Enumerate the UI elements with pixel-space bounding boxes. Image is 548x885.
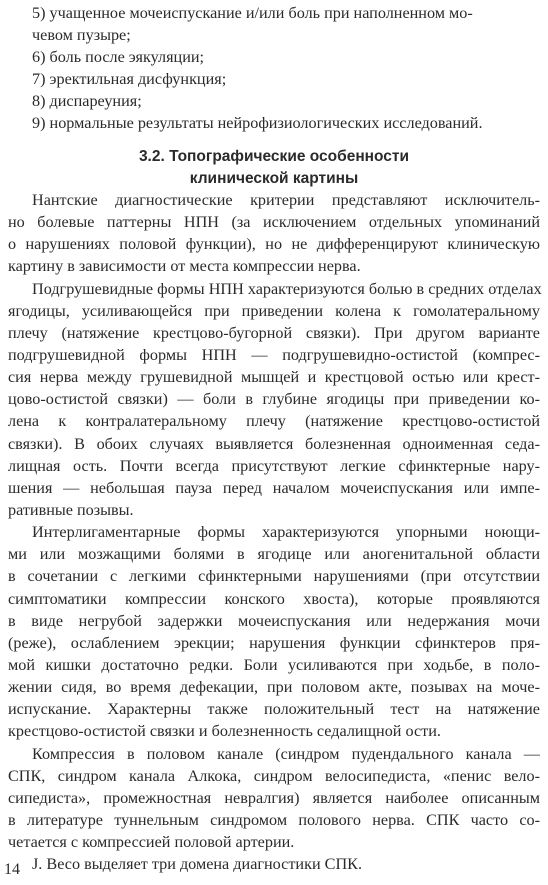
text-line: но болевые паттерны НПН (за исключением отдельных упоминаний xyxy=(8,213,540,232)
list-item: 6) боль после эякуляции; xyxy=(32,48,205,66)
text-line: J. Весо выделяет три домена диагностики СПК. xyxy=(32,855,363,874)
text-line: Подгрушевидные формы НПН характеризуются болью в средних отделах xyxy=(32,279,542,298)
text-line: ративные позывы. xyxy=(8,500,134,519)
text-line: цово-остистой связки) — боли в глубине ягодицы при приведении ко- xyxy=(8,390,540,409)
section-heading xyxy=(0,146,548,190)
text-line: в сочетании с легкими сфинктерными нарушениями (при отсутствии xyxy=(8,567,540,586)
text-line: симптоматики компрессии конского хвоста), которые проявляются xyxy=(8,589,540,608)
text-line: плечу (натяжение крестцово-бугорной связки). При другом варианте xyxy=(8,323,540,342)
text-line: Компрессия в половом канале (синдром пудендального канала — xyxy=(32,744,540,763)
text-line: шения — небольшая пауза перед началом мочеиспускания или импе- xyxy=(8,478,540,497)
text-line: (реже), ослаблением эрекции; нарушения функции сфинктеров пря- xyxy=(8,633,540,652)
criteria-list xyxy=(32,2,544,134)
text-line: четается с компрессией половой артерии. xyxy=(8,833,295,852)
list-item: 5) учащенное мочеиспускание и/или боль при наполненном мо- xyxy=(32,4,473,22)
text-line: крестцово-остистой связки и болезненность седалищной ости. xyxy=(8,722,441,741)
text-line: в литературе туннельным синдромом полового нерва. СПК часто со- xyxy=(8,810,540,829)
text-line: подгрушевидной формы НПН — подгрушевидно-остистой (компрес- xyxy=(8,345,540,364)
text-line: сипедиста», промежностная невралгия) является наиболее описанным xyxy=(8,788,540,807)
text-line: лена к контралатеральному плечу (натяжение крестцово-остистой xyxy=(8,412,540,431)
page-number: 14 xyxy=(4,861,20,878)
section-heading-line: 3.2. Топографические особенности xyxy=(138,148,410,165)
text-line: ми или мозжащими болями в ягодице или аногенитальной области xyxy=(8,545,540,564)
text-line: СПК, синдром канала Алкока, синдром велосипедиста, «пенис вело- xyxy=(8,766,540,785)
text-line: Интерлигаментарные формы характеризуются упорными ноющи- xyxy=(32,523,540,542)
text-line: в виде негрубой задержки мочеиспускания или недержания мочи xyxy=(8,611,540,630)
list-item: 7) эректильная дисфункция; xyxy=(32,70,227,88)
list-item: чевом пузыре; xyxy=(32,26,131,44)
text-line: связки). В обоих случаях выявляется болезненная одноименная седа- xyxy=(8,434,540,453)
text-line: картину в зависимости от места компрессии нерва. xyxy=(8,257,361,276)
body-text xyxy=(8,189,540,875)
text-line: испускание. Характерны также положительный тест на натяжение xyxy=(8,700,540,719)
text-line: ягодицы, усиливающейся при приведении колена к гомолатеральному xyxy=(8,301,540,320)
text-line: жении сидя, во время дефекации, при половом акте, позывах на моче- xyxy=(8,678,540,697)
text-line: о нарушениях половой функции), но не дифференцируют клиническую xyxy=(8,235,540,254)
text-line: Нантские диагностические критерии представляют исключитель- xyxy=(32,191,540,209)
list-item: 9) нормальные результаты нейрофизиологических исследований. xyxy=(32,114,483,132)
section-heading-line: клинической картины xyxy=(189,170,359,187)
text-line: мой кишки достаточно редки. Боли усиливаются при ходьбе, в поло- xyxy=(8,655,540,674)
text-line: сия нерва между грушевидной мышцей и крестцовой остью или крест- xyxy=(8,368,540,387)
list-item: 8) диспареуния; xyxy=(32,92,142,110)
text-line: лищная ость. Почти всегда присутствуют легкие сфинктерные нару- xyxy=(8,456,540,475)
